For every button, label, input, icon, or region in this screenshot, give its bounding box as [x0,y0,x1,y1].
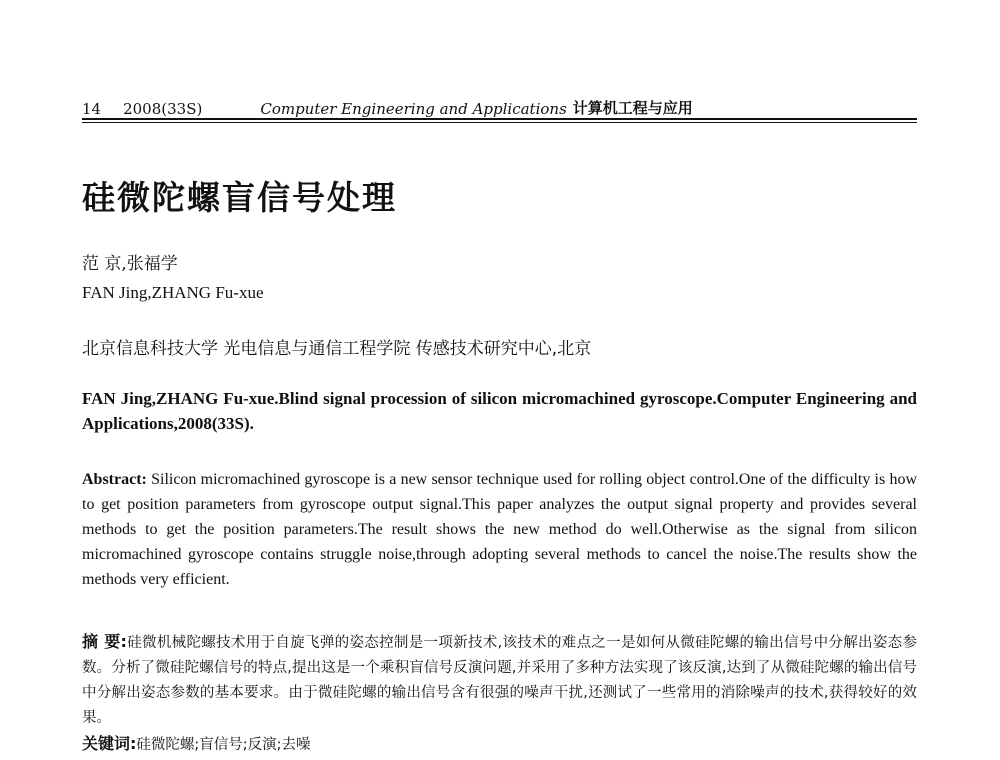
issue-label: 2008(33S) [123,100,203,118]
authors-cn: 范 京,张福学 [82,254,178,274]
page-number: 14 [82,100,102,118]
paper-title: 硅微陀螺盲信号处理 [82,178,397,217]
affiliation: 北京信息科技大学 光电信息与通信工程学院 传感技术研究中心,北京 [82,339,592,359]
header-rule-thin [82,122,917,123]
citation: FAN Jing,ZHANG Fu-xue.Blind signal procession of silicon micromachined gyroscope.Computer Engineering and Applications,2008(33S). [82,389,917,433]
running-header [82,90,917,118]
keywords [82,731,311,758]
authors-en: FAN Jing,ZHANG Fu-xue [82,283,264,302]
header-rule [82,118,917,120]
abstract-text: Silicon micromachined gyroscope is a new sensor technique used for rolling object control.One of the difficulty is how to get position parameters from gyroscope output signal.This paper analyzes the output signal property and provides several methods to get the position parameters.The result shows the new method do well.Otherwise as the signal from silicon micromachined gyroscope contains struggle noise,through adopting several methods to cancel the noise.The results show the methods very efficient. [82,471,917,588]
abstract-cn [82,629,917,731]
keywords-label: 关键词: [82,734,137,753]
abstract-label: Abstract: [82,471,147,488]
journal-title-cn: 计算机工程与应用 [572,99,693,117]
abstract-en [82,467,917,592]
abstract-cn-text: 硅微机械陀螺技术用于自旋飞弹的姿态控制是一项新技术,该技术的难点之一是如何从微硅陀螺的输出信号中分解出姿态参数。分析了微硅陀螺信号的特点,提出这是一个乘积盲信号反演问题,并采用了多种方法实现了该反演,达到了从微硅陀螺的输出信号中分解出姿态参数的基本要求。由于微硅陀螺的输出信号含有很强的噪声干扰,还测试了一些常用的消除噪声的技术,获得较好的效果。 [82,635,917,726]
abstract-cn-label: 摘 要: [82,632,127,651]
keywords-text: 硅微陀螺;盲信号;反演;去噪 [136,737,311,753]
journal-title-en: Computer Engineering and Applications [260,100,567,118]
